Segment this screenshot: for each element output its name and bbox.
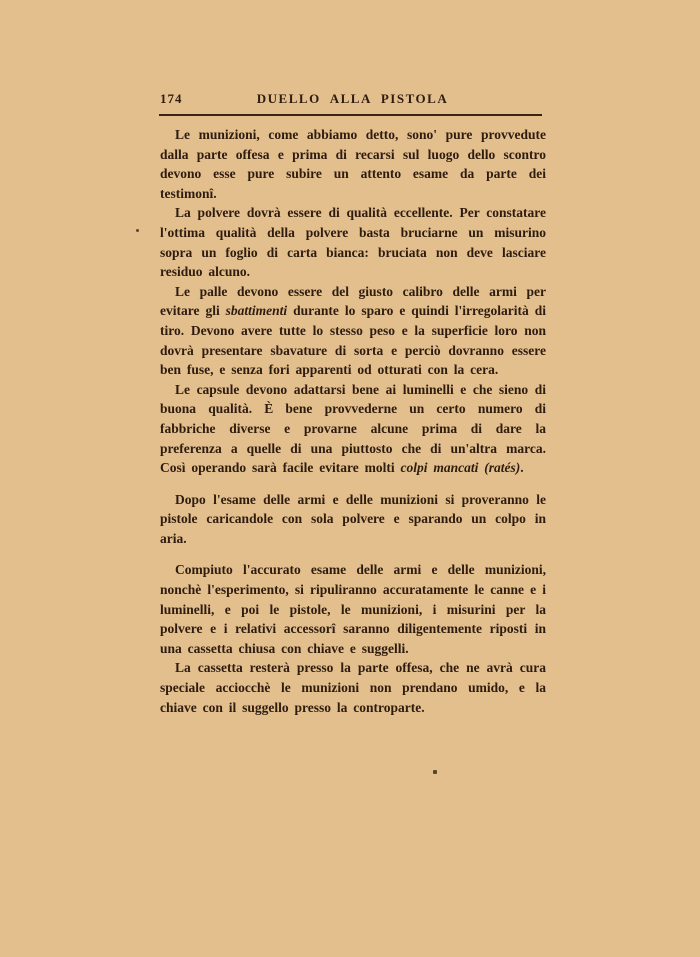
header-rule	[159, 114, 542, 116]
italic-text-run: colpi mancati (ratés)	[400, 460, 521, 476]
text-run: La polvere dovrà essere di qualità eccellente. Per constatare l'ottima qualità della polvere basta bruciarne un misurino sopra un foglio di carta bianca: bruciata non deve lasciare residuo alcuno.	[160, 205, 546, 280]
text-run: .	[520, 460, 524, 476]
text-run: Dopo l'esame delle armi e delle munizioni si proveranno le pistole caricandole con sola polvere e sparando un colpo in aria.	[160, 491, 546, 546]
paragraph	[160, 560, 546, 658]
text-run: La cassetta resterà presso la parte offesa, che ne avrà cura speciale acciocchè le munizioni non prendano umido, e la chiave con il suggello presso la controparte.	[160, 660, 546, 715]
italic-text-run: sbattimenti	[225, 303, 288, 319]
text-run: durante lo sparo e quindi l'irregolarità di tiro. Devono avere tutte lo stesso peso e la superficie loro non dovrà presentare sbavature di sorta e perciò dovranno essere ben fuse, e senza fori apparenti od otturati con la cera.	[160, 303, 546, 378]
print-speck	[136, 229, 139, 232]
paragraph	[160, 380, 546, 478]
page-number: 174	[160, 91, 183, 106]
body-text	[160, 125, 546, 717]
paragraph	[160, 203, 546, 281]
paragraph	[160, 282, 546, 380]
paragraph	[160, 658, 546, 717]
text-run: Le palle devono essere del giusto calibro delle armi per evitare gli	[160, 283, 546, 319]
paragraph	[160, 125, 546, 203]
print-speck	[433, 770, 437, 774]
paragraph	[160, 490, 546, 549]
running-header	[160, 91, 545, 111]
text-run: Compiuto l'accurato esame delle armi e delle munizioni, nonchè l'esperimento, si ripuliranno accuratamente le canne e i luminelli, e poi le pistole, le munizioni, i misurini per la polvere e i relativi accessorî saranno diligentemente riposti in una cassetta chiusa con chiave e suggelli.	[160, 562, 546, 656]
text-run: Le munizioni, come abbiamo detto, sono' pure provvedute dalla parte offesa e prima di recarsi sul luogo dello scontro devono esse pure subire un attento esame da parte dei testimonî.	[160, 127, 546, 201]
text-run: Le capsule devono adattarsi bene ai luminelli e che sieno di buona qualità. È bene provvederne un certo numero di fabbriche diverse e provarne alcune prima di dare la preferenza a quelle di una piuttosto che di un'altra marca. Così operando sarà facile evitare molti	[160, 381, 546, 476]
running-title: DUELLO ALLA PISTOLA	[256, 91, 449, 106]
